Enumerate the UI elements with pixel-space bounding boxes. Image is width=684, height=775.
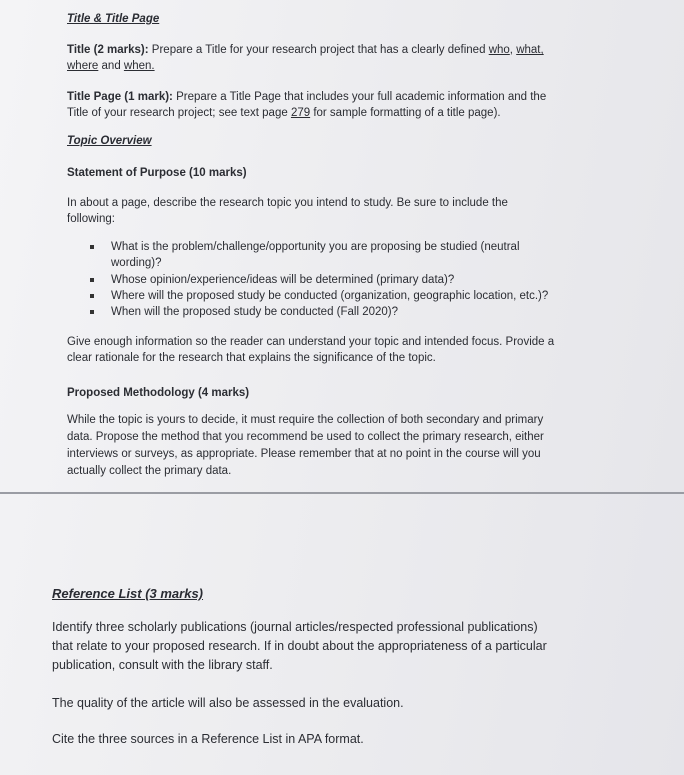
when-word: when. [123,60,155,72]
reference-body-line-2: that relate to your proposed research. If in doubt about the appropriateness of a particular [52,639,547,653]
title-requirement-line-1 [67,42,544,58]
where-word: where [67,60,99,72]
title-page-marks-label: Title Page (1 mark): [67,91,173,103]
citation-instruction: Cite the three sources in a Reference List in APA format. [52,732,364,746]
page-number-ref: 279 [290,107,311,119]
document-page-bottom [0,494,684,775]
separator: , [509,44,517,56]
bullet-item-1-cont: wording)? [111,257,162,269]
methodology-line-4: actually collect the primary data. [67,465,232,477]
reference-body-line-3: publication, consult with the library staff. [52,658,273,672]
purpose-body-line-2: clear rationale for the research that explains the significance of the topic. [67,352,436,364]
statement-of-purpose-heading: Statement of Purpose (10 marks) [67,167,247,179]
who-word: who [488,44,510,56]
proposed-methodology-heading: Proposed Methodology (4 marks) [67,387,250,399]
methodology-line-1: While the topic is yours to decide, it must require the collection of both secondary and primary [67,414,544,426]
bullet-item-1: What is the problem/challenge/opportunity you are proposing be studied (neutral [111,241,520,253]
title-page-text-2b: for sample formatting of a title page). [310,107,501,119]
title-page-text-2a: Title of your research project; see text page [67,107,291,119]
title-page-requirement-line-1 [67,89,546,105]
and-word: and [98,60,124,72]
title-page-text-1: Prepare a Title Page that includes your full academic information and the [172,91,547,103]
bullet-marker [90,294,94,298]
reference-body-line-1: Identify three scholarly publications (journal articles/respected professional publications) [52,620,538,634]
topic-overview-heading: Topic Overview [67,135,152,147]
bullet-marker [90,245,94,249]
methodology-line-3: interviews or surveys, as appropriate. Please remember that at no point in the course will you [67,448,541,460]
bullet-marker [90,278,94,282]
what-word: what, [516,44,544,56]
reference-list-heading: Reference List (3 marks) [52,586,204,601]
bullet-item-4: When will the proposed study be conducted (Fall 2020)? [111,306,399,318]
bullet-item-2: Whose opinion/experience/ideas will be determined (primary data)? [111,274,455,286]
purpose-body-line-1: Give enough information so the reader can understand your topic and intended focus. Provide a [67,336,555,348]
title-section-heading: Title & Title Page [67,13,160,25]
methodology-line-2: data. Propose the method that you recommend be used to collect the primary research, either [67,431,544,443]
purpose-intro-line-1: In about a page, describe the research topic you intend to study. Be sure to include the [67,197,508,209]
quality-note: The quality of the article will also be assessed in the evaluation. [52,696,404,710]
title-marks-label: Title (2 marks): [67,44,149,56]
bullet-marker [90,310,94,314]
bullet-item-3: Where will the proposed study be conducted (organization, geographic location, etc.)? [111,290,549,302]
title-page-requirement-line-2 [67,105,501,121]
purpose-intro-line-2: following: [67,213,115,225]
title-requirement-line-2 [67,58,155,74]
title-requirement-text: Prepare a Title for your research project that has a clearly defined [148,44,489,56]
